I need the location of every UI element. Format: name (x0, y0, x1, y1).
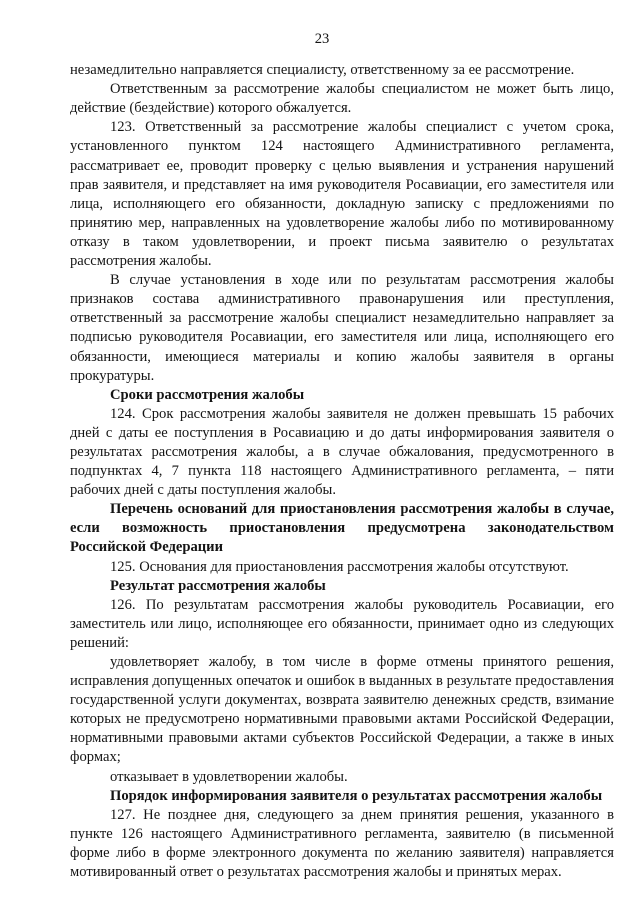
paragraph: удовлетворяет жалобу, в том числе в форме отмены принятого решения, исправления допущенных опечаток и ошибок в выданных в результате предоставления государственной услуги документах, возврата заявителю денежных средств, взимание которых не предусмотрено нормативными правовыми актами Российской Федерации, нормативными правовыми актами субъектов Российской Федерации, а также в иных формах; (70, 654, 614, 766)
paragraph-126: 126. По результатам рассмотрения жалобы руководитель Росавиации, его заместитель или лицо, исполняющее его обязанности, принимает одно из следующих решений: (70, 596, 614, 651)
section-heading: Перечень оснований для приостановления рассмотрения жалобы в случае, если возможность приостановления предусмотрена законодательством Российской Федерации (70, 501, 614, 556)
paragraph: отказывает в удовлетворении жалобы. (110, 768, 348, 785)
paragraph-125: 125. Основания для приостановления рассмотрения жалобы отсутствуют. (110, 558, 569, 575)
paragraph: В случае установления в ходе или по результатам рассмотрения жалобы признаков состава административного правонарушения или преступления, ответственный за рассмотрение жалобы специалист незамедлительно направляет за подписью руководителя Росавиации, его заместителя или лица, исполняющего его обязанности, имеющиеся материалы и копию жалобы заявителя в органы прокуратуры. (70, 272, 614, 384)
paragraph: незамедлительно направляется специалисту, ответственному за ее рассмотрение. (70, 62, 575, 79)
paragraph-124: 124. Срок рассмотрения жалобы заявителя не должен превышать 15 рабочих дней с даты ее поступления в Росавиацию и до даты информирования заявителя о результатах рассмотрения жалобы, а в случае обжалования, предусмотренного в подпунктах 4, 7 пункта 118 настоящего Административного регламента, – пяти рабочих дней с даты поступления жалобы. (70, 405, 614, 499)
page-number: 23 (314, 31, 330, 47)
section-heading: Результат рассмотрения жалобы (110, 577, 326, 594)
paragraph: Ответственным за рассмотрение жалобы специалистом не может быть лицо, действие (бездействие) которого обжалуется. (70, 81, 614, 117)
section-heading: Порядок информирования заявителя о результатах рассмотрения жалобы (110, 787, 603, 804)
paragraph-127: 127. Не позднее дня, следующего за днем принятия решения, указанного в пункте 126 настоящего Административного регламента, заявителю (в письменной форме либо в форме электронного документа по желанию заявителя) направляется мотивированный ответ о результатах рассмотрения жалобы и принятых мерах. (70, 806, 614, 881)
section-heading: Сроки рассмотрения жалобы (110, 386, 305, 403)
paragraph-123: 123. Ответственный за рассмотрение жалобы специалист с учетом срока, установленного пунктом 124 настоящего Административного регламента, рассматривает ее, проводит проверку с целью выявления и устранения нарушений прав заявителя, и представляет на имя руководителя Росавиации, его заместителя или лица, исполняющего его обязанности, докладную записку с предложениями по принятию мер, направленных на удовлетворение жалобы либо по мотивированному отказу в таком удовлетворении, и проект письма заявителю о результатах рассмотрения жалобы. (70, 119, 614, 270)
